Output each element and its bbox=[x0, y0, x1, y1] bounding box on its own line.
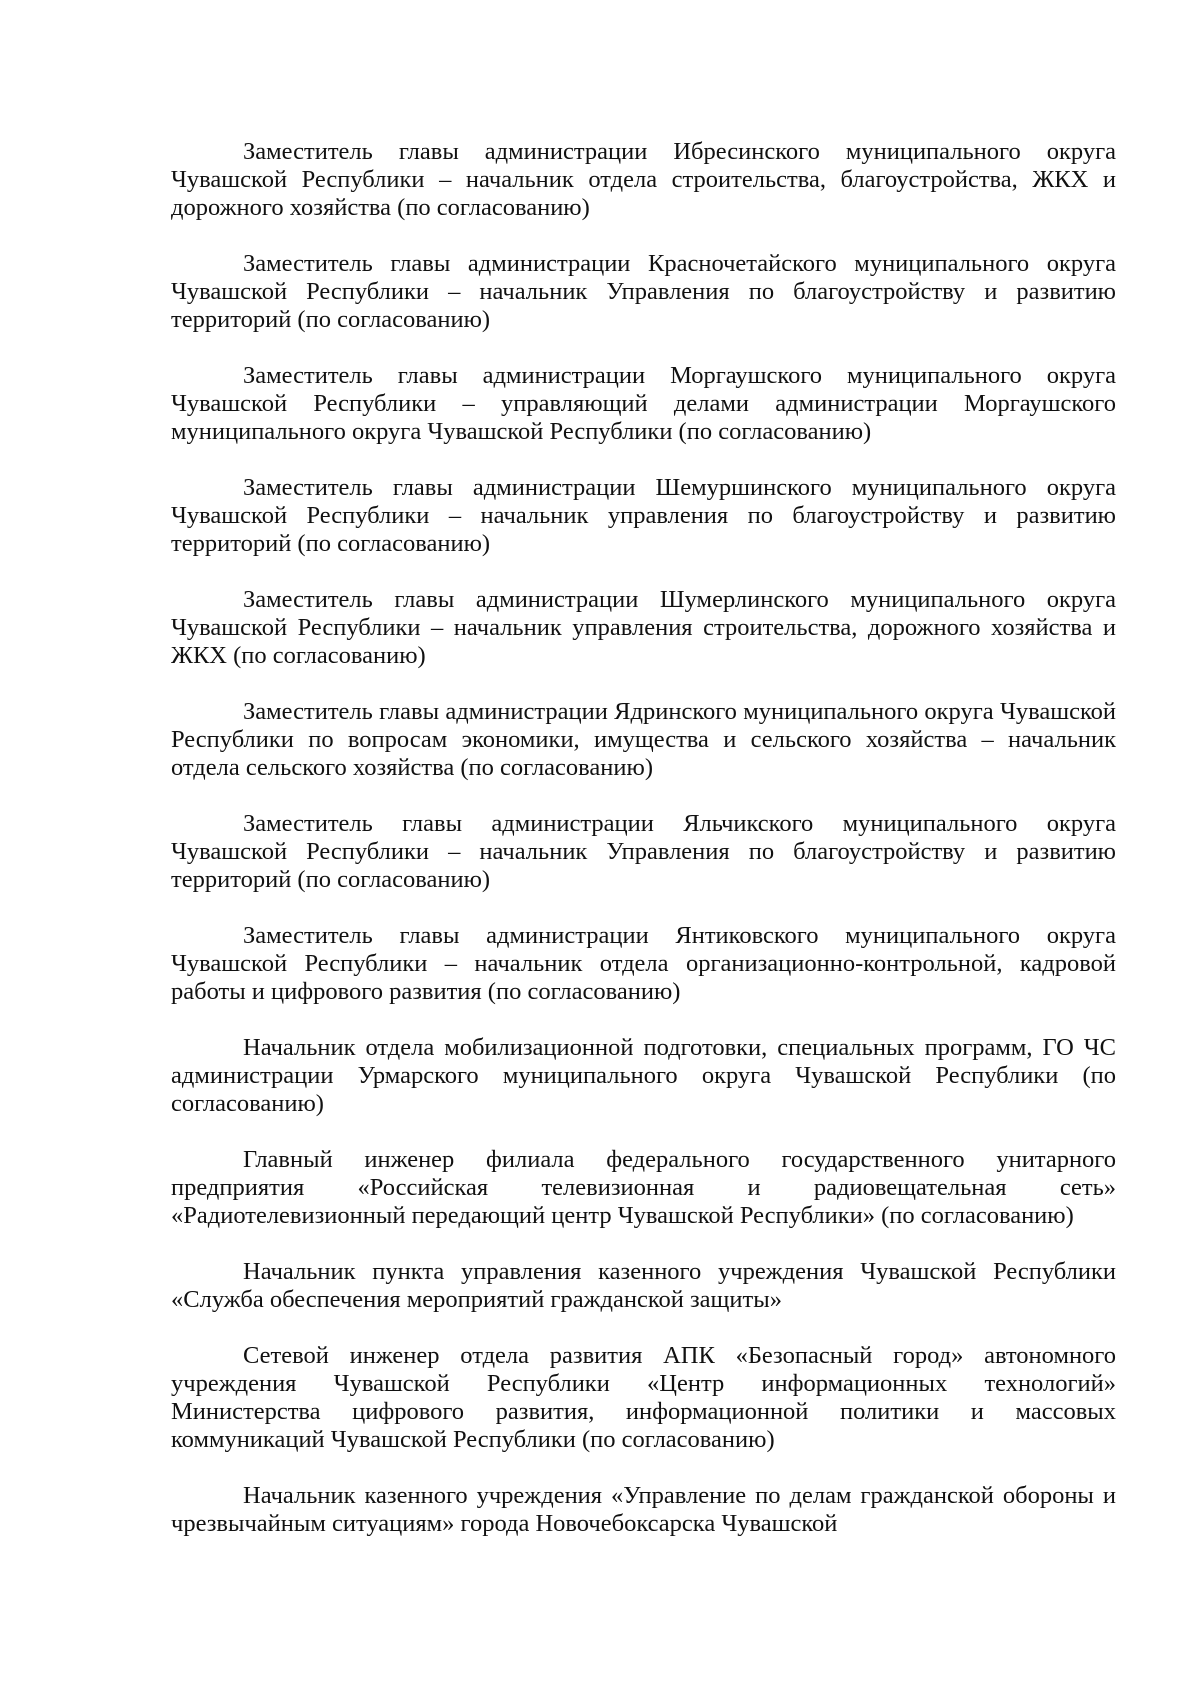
paragraph-safe-city-engineer: Сетевой инженер отдела развития АПК «Безопасный город» автономного учреждения Чувашской Республики «Центр информационных технологий» Министерства цифрового развития, информационной политики и массовых коммуникаций Чувашской Республики (по согласованию) bbox=[171, 1342, 1116, 1453]
paragraph-urmarsky: Начальник отдела мобилизационной подготовки, специальных программ, ГО ЧС администрации Урмарского муниципального округа Чувашской Республики (по согласованию) bbox=[171, 1034, 1116, 1117]
paragraph-civil-protection-service: Начальник пункта управления казенного учреждения Чувашской Республики «Служба обеспечения мероприятий гражданской защиты» bbox=[171, 1258, 1116, 1313]
paragraph-yalchiksky: Заместитель главы администрации Яльчикского муниципального округа Чувашской Республики – начальник Управления по благоустройству и развитию территорий (по согласованию) bbox=[171, 810, 1116, 893]
paragraph-shumerlinsky: Заместитель главы администрации Шумерлинского муниципального округа Чувашской Республики – начальник управления строительства, дорожного хозяйства и ЖКХ (по согласованию) bbox=[171, 586, 1116, 669]
paragraph-morgaushsky: Заместитель главы администрации Моргаушского муниципального округа Чувашской Республики – управляющий делами администрации Моргаушского муниципального округа Чувашской Республики (по согласованию) bbox=[171, 362, 1116, 445]
paragraph-ibresinsky: Заместитель главы администрации Ибресинского муниципального округа Чувашской Республики – начальник отдела строительства, благоустройства, ЖКХ и дорожного хозяйства (по согласованию) bbox=[171, 138, 1116, 221]
paragraph-novocheboksarsk-go-chs: Начальник казенного учреждения «Управление по делам гражданской обороны и чрезвычайным ситуациям» города Новочебоксарска Чувашской bbox=[171, 1482, 1116, 1537]
paragraph-rtrs-engineer: Главный инженер филиала федерального государственного унитарного предприятия «Российская телевизионная и радиовещательная сеть» «Радиотелевизионный передающий центр Чувашской Республики» (по согласованию) bbox=[171, 1146, 1116, 1229]
document-body bbox=[171, 138, 1116, 1538]
paragraph-shemurshinsky: Заместитель главы администрации Шемуршинского муниципального округа Чувашской Республики – начальник управления по благоустройству и развитию территорий (по согласованию) bbox=[171, 474, 1116, 557]
paragraph-yantikovsky: Заместитель главы администрации Янтиковского муниципального округа Чувашской Республики – начальник отдела организационно-контрольной, кадровой работы и цифрового развития (по согласованию) bbox=[171, 922, 1116, 1005]
paragraph-krasnochetaysky: Заместитель главы администрации Красночетайского муниципального округа Чувашской Республики – начальник Управления по благоустройству и развитию территорий (по согласованию) bbox=[171, 250, 1116, 333]
paragraph-yadrinsky: Заместитель главы администрации Ядринского муниципального округа Чувашской Республики по вопросам экономики, имущества и сельского хозяйства – начальник отдела сельского хозяйства (по согласованию) bbox=[171, 698, 1116, 781]
